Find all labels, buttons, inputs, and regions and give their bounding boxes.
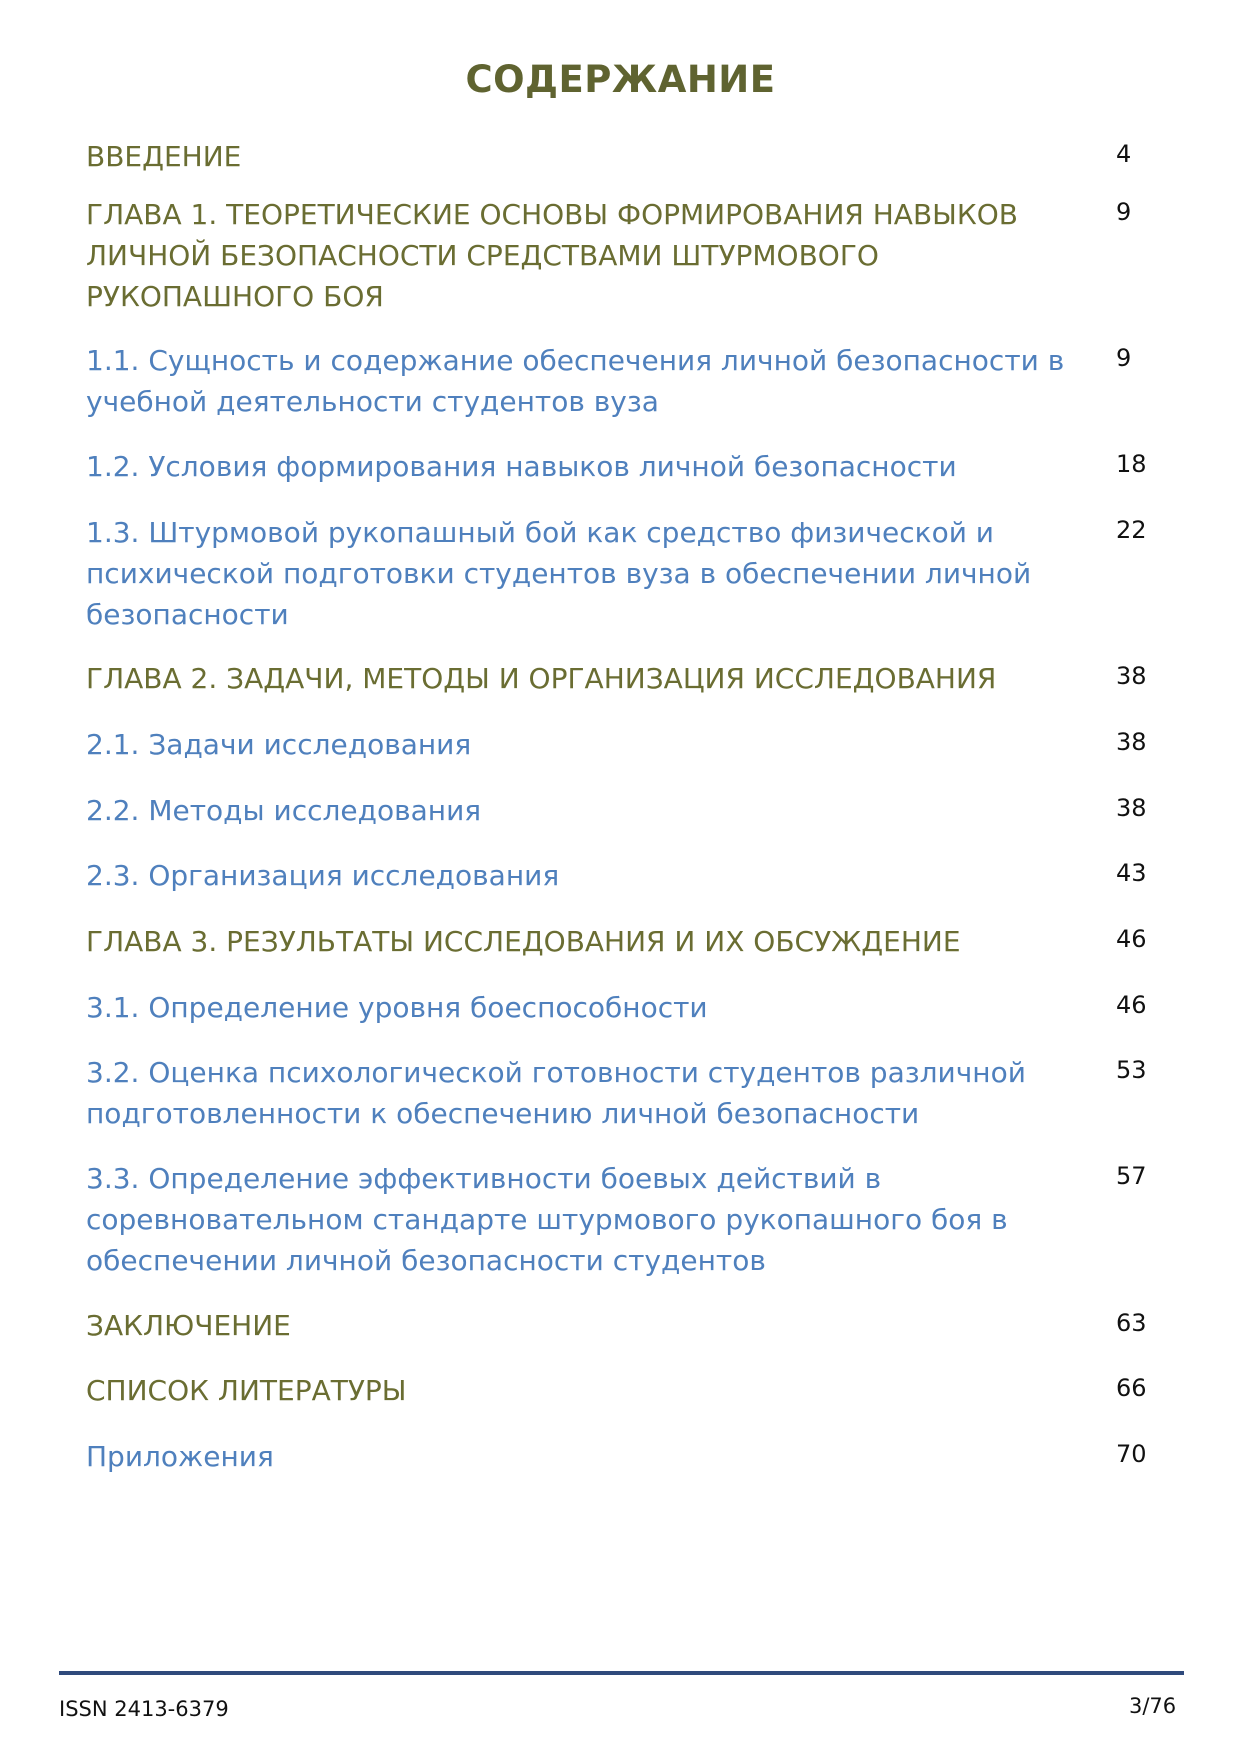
- toc-entry-title[interactable]: 2.3. Организация исследования: [86, 859, 560, 892]
- toc-entry-title[interactable]: ЗАКЛЮЧЕНИЕ: [86, 1309, 291, 1342]
- toc-entry-title[interactable]: ГЛАВА 1. ТЕОРЕТИЧЕСКИЕ ОСНОВЫ ФОРМИРОВАНИЯ НАВЫКОВ ЛИЧНОЙ БЕЗОПАСНОСТИ СРЕДСТВАМИ ШТУРМОВОГО РУКОПАШНОГО БОЯ: [86, 198, 1018, 313]
- toc-entry-title[interactable]: ГЛАВА 2. ЗАДАЧИ, МЕТОДЫ И ОРГАНИЗАЦИЯ ИССЛЕДОВАНИЯ: [86, 662, 997, 695]
- toc-entry-page: 46: [1116, 925, 1147, 953]
- toc-entry-page: 38: [1116, 662, 1147, 690]
- toc-entry-page: 53: [1116, 1056, 1147, 1084]
- toc-entry-page: 70: [1116, 1440, 1147, 1468]
- toc-entry-page: 18: [1116, 450, 1147, 478]
- toc-entry-page: 9: [1116, 198, 1132, 226]
- page-title: СОДЕРЖАНИЕ: [465, 58, 776, 101]
- toc-entry-page: 38: [1116, 794, 1147, 822]
- toc-entry-page: 22: [1116, 516, 1147, 544]
- toc-entry-title[interactable]: ВВЕДЕНИЕ: [86, 140, 242, 173]
- toc-entry-page: 4: [1116, 140, 1132, 168]
- page-indicator: 3/76: [1129, 1694, 1177, 1718]
- toc-entry-page: 66: [1116, 1374, 1147, 1402]
- toc-entry-title[interactable]: 3.3. Определение эффективности боевых действий в соревновательном стандарте штурмового рукопашного боя в обеспечении личной безопасности студентов: [86, 1162, 1008, 1277]
- toc-entry-title[interactable]: 1.2. Условия формирования навыков личной безопасности: [86, 450, 957, 483]
- toc-entry-page: 9: [1116, 344, 1132, 372]
- toc-entry-title[interactable]: СПИСОК ЛИТЕРАТУРЫ: [86, 1374, 407, 1407]
- footer-issn: ISSN 2413-6379: [59, 1697, 229, 1721]
- toc-entry-title[interactable]: ГЛАВА 3. РЕЗУЛЬТАТЫ ИССЛЕДОВАНИЯ И ИХ ОБСУЖДЕНИЕ: [86, 925, 961, 958]
- toc-entry-title[interactable]: 1.3. Штурмовой рукопашный бой как средство физической и психической подготовки студентов вуза в обеспечении личной безопасности: [86, 516, 1032, 631]
- toc-entry-title[interactable]: 2.2. Методы исследования: [86, 794, 482, 827]
- toc-entry-title[interactable]: 2.1. Задачи исследования: [86, 728, 472, 761]
- toc-entry-title[interactable]: 3.2. Оценка психологической готовности студентов различной подготовленности к обеспечению личной безопасности: [86, 1056, 1026, 1130]
- toc-entry-page: 43: [1116, 859, 1147, 887]
- toc-entry-page: 38: [1116, 728, 1147, 756]
- toc-entry-title[interactable]: 1.1. Сущность и содержание обеспечения личной безопасности в учебной деятельности студентов вуза: [86, 344, 1065, 418]
- toc-entry-page: 63: [1116, 1309, 1147, 1337]
- toc-entry-page: 46: [1116, 991, 1147, 1019]
- toc-entry-title[interactable]: 3.1. Определение уровня боеспособности: [86, 991, 708, 1024]
- toc-entry-title[interactable]: Приложения: [86, 1440, 274, 1473]
- footer-divider: [59, 1671, 1184, 1675]
- toc-entry-page: 57: [1116, 1162, 1147, 1190]
